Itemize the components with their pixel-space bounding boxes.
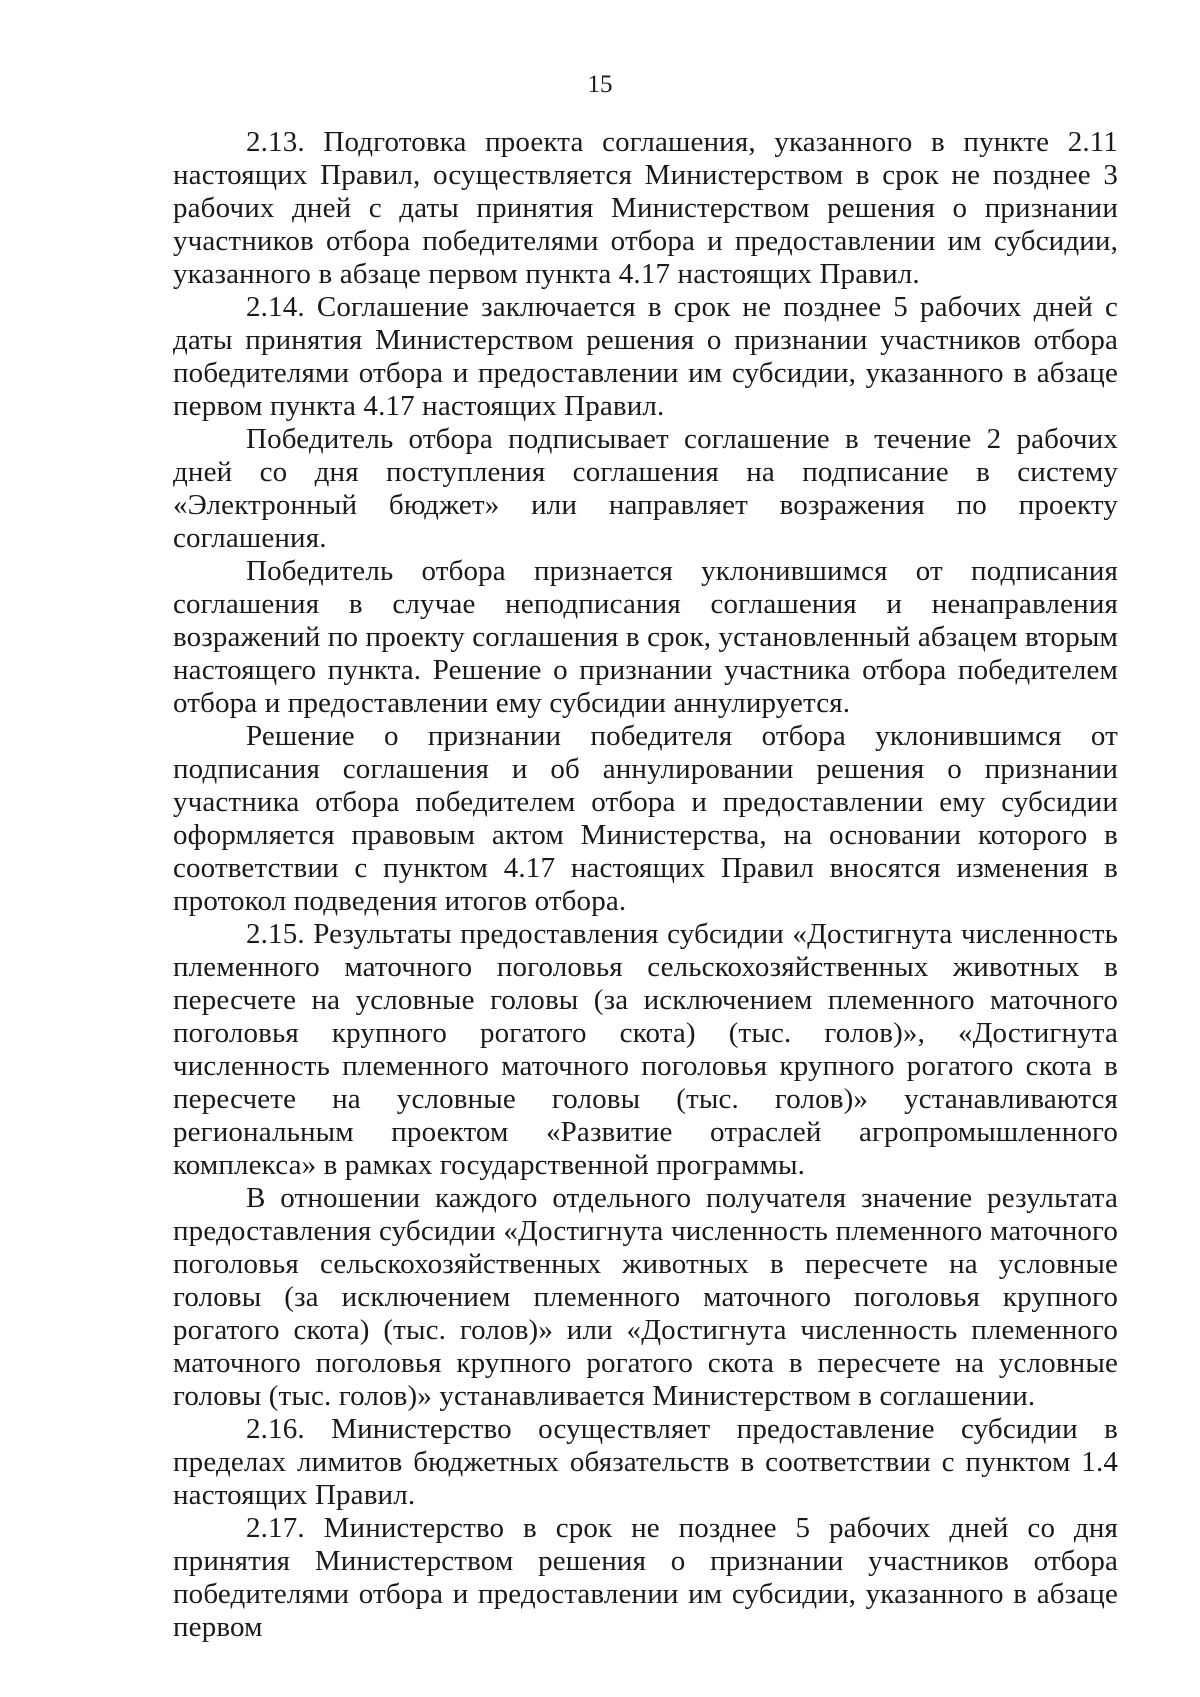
paragraph-2-15: 2.15. Результаты предоставления субсидии «Достигнута численность племенного маточного поголовья сельскохозяйственных животных в пересчете на условные головы (за исключением племенного маточного поголовья крупного рогатого скота) (тыс. голов)», «Достигнута численность племенного маточного поголовья крупного рогатого скота в пересчете на условные головы (тыс. голов)» устанавливаются региональным проектом «Развитие отраслей агропромышленного комплекса» в рамках государственной программы. [173, 918, 1118, 1181]
paragraph-2-16: 2.16. Министерство осуществляет предоставление субсидии в пределах лимитов бюджетных обязательств в соответствии с пунктом 1.4 настоящих Правил. [173, 1413, 1118, 1511]
paragraph-2-15-recipient-value: В отношении каждого отдельного получателя значение результата предоставления субсидии «Достигнута численность племенного маточного поголовья сельскохозяйственных животных в пересчете на условные головы (за исключением племенного маточного поголовья крупного рогатого скота) (тыс. голов)» или «Достигнута численность племенного маточного поголовья крупного рогатого скота в пересчете на условные головы (тыс. голов)» устанавливается Министерством в соглашении. [173, 1182, 1118, 1412]
paragraph-2-13: 2.13. Подготовка проекта соглашения, указанного в пункте 2.11 настоящих Правил, осуществляется Министерством в срок не позднее 3 рабочих дней с даты принятия Министерством решения о признании участников отбора победителями отбора и предоставлении им субсидии, указанного в абзаце первом пункта 4.17 настоящих Правил. [173, 126, 1118, 290]
page-number: 15 [587, 71, 613, 98]
paragraph-2-14-evasion: Победитель отбора признается уклонившимся от подписания соглашения в случае неподписания соглашения и ненаправления возражений по проекту соглашения в срок, установленный абзацем вторым настоящего пункта. Решение о признании участника отбора победителем отбора и предоставлении ему субсидии аннулируется. [173, 555, 1118, 719]
paragraph-2-14: 2.14. Соглашение заключается в срок не позднее 5 рабочих дней с даты принятия Министерством решения о признании участников отбора победителями отбора и предоставлении им субсидии, указанного в абзаце первом пункта 4.17 настоящих Правил. [173, 291, 1118, 422]
paragraph-2-14-legal-act: Решение о признании победителя отбора уклонившимся от подписания соглашения и об аннулировании решения о признании участника отбора победителем отбора и предоставлении ему субсидии оформляется правовым актом Министерства, на основании которого в соответствии с пунктом 4.17 настоящих Правил вносятся изменения в протокол подведения итогов отбора. [173, 720, 1118, 917]
document-body [173, 126, 1118, 1644]
paragraph-2-14-signing: Победитель отбора подписывает соглашение в течение 2 рабочих дней со дня поступления соглашения на подписание в систему «Электронный бюджет» или направляет возражения по проекту соглашения. [173, 423, 1118, 554]
paragraph-2-17: 2.17. Министерство в срок не позднее 5 рабочих дней со дня принятия Министерством решения о признании участников отбора победителями отбора и предоставлении им субсидии, указанного в абзаце первом [173, 1512, 1118, 1643]
